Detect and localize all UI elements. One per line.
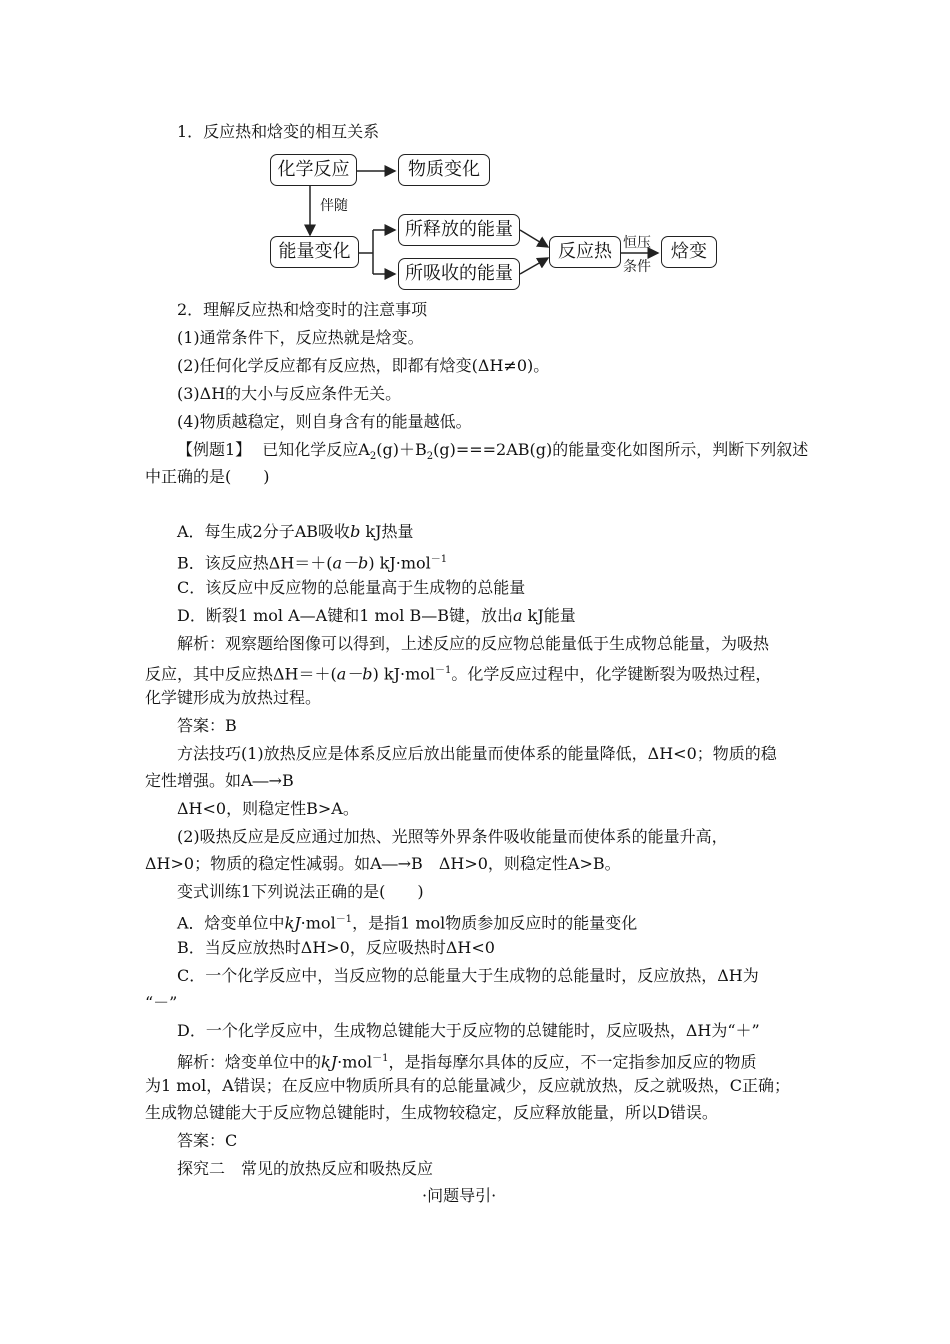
superscript-neg1: －1 bbox=[335, 914, 353, 925]
section1-title: 1．反应热和焓变的相互关系 bbox=[177, 122, 380, 141]
v-analysis-1-mid: ·mol bbox=[337, 1052, 373, 1072]
variant1-analysis-2: 为1 mol，A错误；在反应中物质所具有的总能量减少，反应就放热，反之就吸热，C正确； bbox=[145, 1076, 790, 1095]
subscript-2: 2 bbox=[426, 451, 434, 463]
v-analysis-1-tail: ，是指每摩尔具体的反应，不一定指参加反应的物质 bbox=[388, 1052, 757, 1072]
note-3: (3)ΔH的大小与反应条件无关。 bbox=[177, 384, 402, 403]
box-enthalpy-change: 焓变 bbox=[661, 236, 717, 268]
variant1-option-c-cont: “－” bbox=[145, 993, 178, 1012]
variant1-option-b: B．当反应放热时ΔH>0，反应吸热时ΔH<0 bbox=[177, 938, 495, 957]
method-line-3: ΔH<0，则稳定性B>A。 bbox=[177, 799, 359, 818]
option-b-text: B．该反应热ΔH＝＋( bbox=[177, 553, 333, 573]
option-d-text: D．断裂1 mol A—A键和1 mol B—B键，放出 bbox=[177, 606, 514, 625]
option-b-tail: ) kJ·mol bbox=[368, 553, 431, 573]
superscript-neg1: －1 bbox=[372, 1053, 389, 1064]
example1-text-a: 已知化学反应A bbox=[262, 440, 370, 459]
box-material-change: 物质变化 bbox=[398, 154, 490, 186]
section2-title: 2．理解反应热和焓变时的注意事项 bbox=[177, 300, 428, 319]
superscript-neg1: －1 bbox=[435, 665, 452, 676]
example1-option-d bbox=[177, 605, 576, 627]
option-a-tail: kJ热量 bbox=[360, 522, 414, 541]
superscript-neg1: －1 bbox=[430, 554, 448, 565]
v-analysis-1-text: 解析：焓变单位中的 bbox=[177, 1052, 322, 1072]
option-b-var: a－b bbox=[332, 553, 369, 573]
example1-stem-line2: 中正确的是( ) bbox=[145, 467, 270, 486]
example1-analysis-3: 化学键形成为放热过程。 bbox=[145, 688, 322, 707]
box-absorbed-energy: 所吸收的能量 bbox=[398, 258, 520, 290]
question-guide-heading: ·问题导引· bbox=[422, 1186, 497, 1205]
note-4: (4)物质越稳定，则自身含有的能量越低。 bbox=[177, 412, 472, 431]
label-condition: 条件 bbox=[623, 259, 651, 275]
variant1-answer: 答案：C bbox=[177, 1131, 238, 1150]
example1-tag: 【例题1】 bbox=[177, 440, 252, 459]
analysis-2-mid: ) kJ·mol bbox=[372, 664, 436, 684]
variant1-option-d: D．一个化学反应中，生成物总键能大于反应物的总键能时，反应吸热，ΔH为“＋” bbox=[177, 1021, 760, 1040]
box-energy-change: 能量变化 bbox=[270, 236, 359, 268]
variant1-analysis-3: 生成物总键能大于反应物总键能时，生成物较稳定，反应释放能量，所以D错误。 bbox=[145, 1103, 718, 1122]
explore2-heading: 探究二 常见的放热反应和吸热反应 bbox=[177, 1159, 434, 1178]
method-line-1: 方法技巧(1)放热反应是体系反应后放出能量而使体系的能量降低，ΔH<0；物质的稳 bbox=[177, 744, 777, 763]
v-option-a-tail: ，是指1 mol物质参加反应时的能量变化 bbox=[352, 913, 638, 933]
example1-text-b: (g)＋B bbox=[376, 440, 427, 459]
v-option-a-mid: ·mol bbox=[300, 913, 336, 933]
example1-option-a bbox=[177, 521, 414, 543]
variant1-option-a bbox=[177, 909, 637, 934]
label-accompany: 伴随 bbox=[320, 198, 348, 214]
example1-option-b bbox=[177, 549, 447, 574]
method-line-2: 定性增强。如A―→B bbox=[145, 771, 294, 790]
variant1-analysis-1 bbox=[177, 1048, 757, 1073]
subscript-2: 2 bbox=[369, 451, 377, 463]
method-line-4: (2)吸热反应是反应通过加热、光照等外界条件吸收能量而使体系的能量升高， bbox=[177, 827, 728, 846]
box-reaction-heat: 反应热 bbox=[549, 236, 621, 268]
example1-answer: 答案：B bbox=[177, 716, 237, 735]
analysis-2-tail: 。化学反应过程中，化学键断裂为吸热过程， bbox=[451, 664, 772, 684]
note-1: (1)通常条件下，反应热就是焓变。 bbox=[177, 328, 424, 347]
example1-analysis-2 bbox=[145, 660, 771, 685]
analysis-2-text: 反应，其中反应热ΔH＝＋( bbox=[145, 664, 337, 684]
example1-option-c: C．该反应中反应物的总能量高于生成物的总能量 bbox=[177, 578, 526, 597]
method-line-5: ΔH>0；物质的稳定性减弱。如A―→B ΔH>0，则稳定性A>B。 bbox=[145, 854, 621, 873]
variant1-option-c: C．一个化学反应中，当反应物的总能量大于生成物的总能量时，反应放热，ΔH为 bbox=[177, 966, 759, 985]
note-2: (2)任何化学反应都有反应热，即都有焓变(ΔH≠0)。 bbox=[177, 356, 550, 375]
option-a-var: b bbox=[350, 522, 361, 541]
analysis-2-var: a－b bbox=[336, 664, 373, 684]
v-analysis-1-var: kJ bbox=[321, 1052, 338, 1072]
example1-text-c: (g)===2AB(g)的能量变化如图所示，判断下列叙述 bbox=[433, 440, 809, 459]
example1-analysis-1: 解析：观察题给图像可以得到，上述反应的反应物总能量低于生成物总能量，为吸热 bbox=[177, 634, 770, 653]
option-d-tail: kJ能量 bbox=[522, 606, 576, 625]
option-d-var: a bbox=[513, 606, 523, 625]
option-a-text: A．每生成2分子AB吸收 bbox=[177, 522, 351, 541]
relationship-diagram bbox=[265, 150, 725, 300]
variant1-stem: 变式训练1下列说法正确的是( ) bbox=[177, 882, 424, 901]
box-released-energy: 所释放的能量 bbox=[398, 214, 520, 246]
box-chemical-reaction: 化学反应 bbox=[270, 154, 357, 186]
v-option-a-var: kJ bbox=[284, 913, 301, 933]
label-constant-pressure: 恒压 bbox=[623, 235, 651, 251]
example1-stem bbox=[177, 439, 808, 468]
v-option-a-text: A．焓变单位中 bbox=[177, 913, 285, 933]
